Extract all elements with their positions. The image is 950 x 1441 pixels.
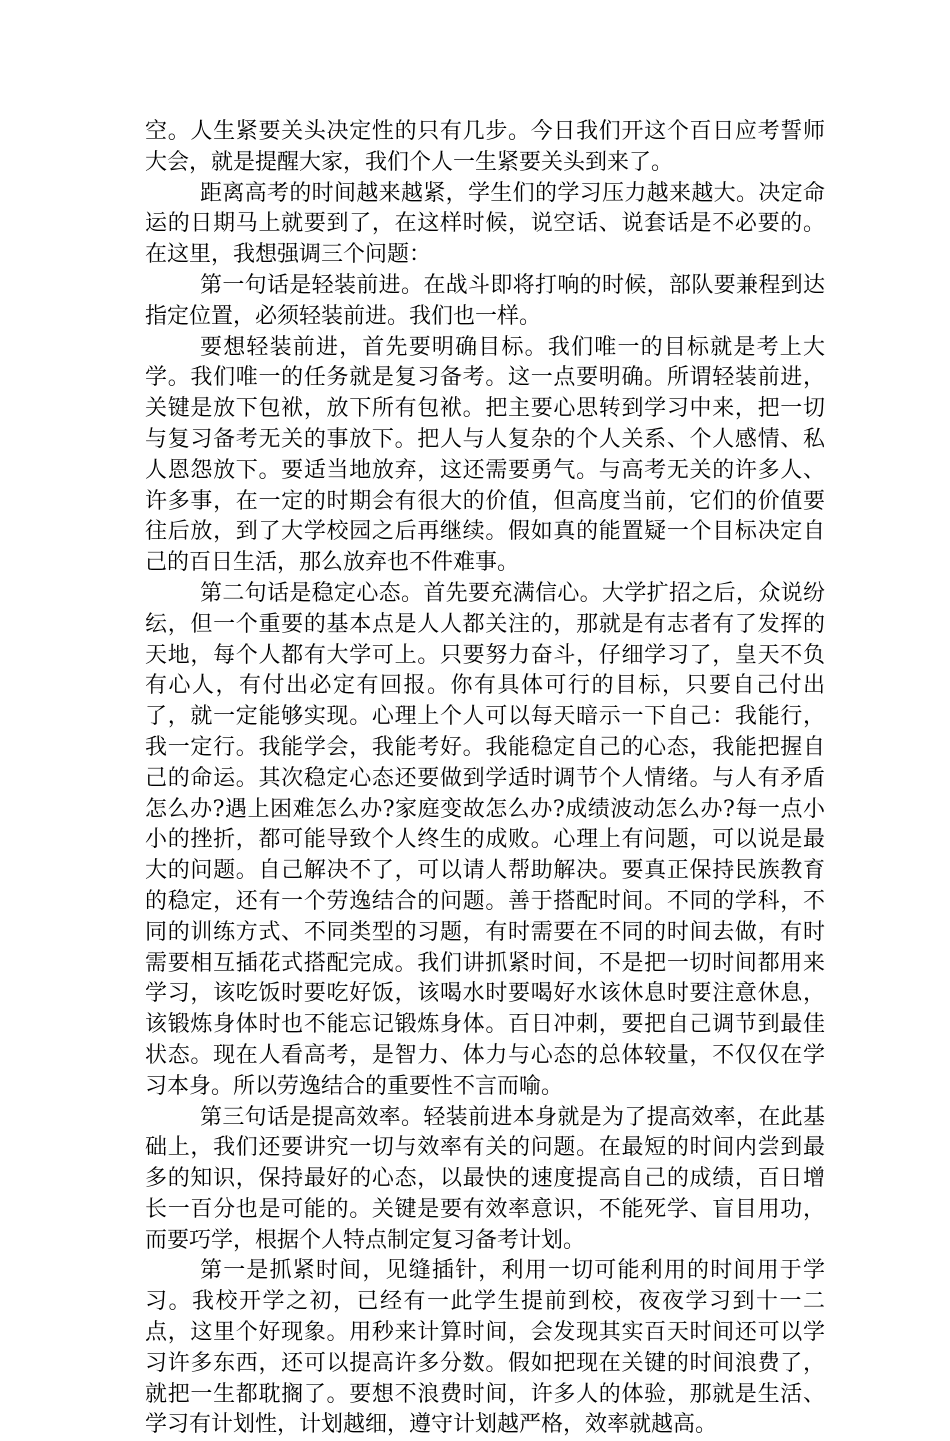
- paragraph-third-point: 第三句话是提高效率。轻装前进本身就是为了提高效率，在此基础上，我们还要讲究一切与效率有关的问题。在最短的时间内尝到最多的知识，保持最好的心态，以最快的速度提高自己的成绩，百日增长一百分也是可能的。关键是要有效率意识，不能死学、盲目用功，而要巧学，根据个人特点制定复习备考计划。: [145, 1104, 825, 1253]
- paragraph-first-point: 第一句话是轻装前进。在战斗即将打响的时候，部队要兼程到达指定位置，必须轻装前进。我们也一样。: [145, 272, 825, 329]
- document-body: [145, 117, 825, 1441]
- paragraph-continuation: 空。人生紧要关头决定性的只有几步。今日我们开这个百日应考誓师大会，就是提醒大家，我们个人一生紧要关头到来了。: [145, 119, 825, 175]
- paragraph-use-time: 第一是抓紧时间，见缝插针，利用一切可能利用的时间用于学习。我校开学之初，已经有一此学生提前到校，夜夜学习到十一二点，这里个好现象。用秒来计算时间，会发现其实百天时间还可以学习许多东西，还可以提高许多分数。假如把现在关键的时间浪费了，就把一生都耽搁了。要想不浪费时间，许多人的体验，那就是生活、学习有计划性，计划越细，遵守计划越严格，效率就越高。: [145, 1258, 825, 1438]
- paragraph-second-point: 第二句话是稳定心态。首先要充满信心。大学扩招之后，众说纷纭，但一个重要的基本点是人人都关注的，那就是有志者有了发挥的天地，每个人都有大学可上。只要努力奋斗，仔细学习了，皇天不负有心人，有付出必定有回报。你有具体可行的目标，只要自己付出了，就一定能够实现。心理上个人可以每天暗示一下自己：我能行，我一定行。我能学会，我能考好。我能稳定自己的心态，我能把握自己的命运。其次稳定心态还要做到学适时调节个人情绪。与人有矛盾怎么办?遇上困难怎么办?家庭变故怎么办?成绩波动怎么办?每一点小小的挫折，都可能导致个人终生的成败。心理上有问题，可以说是最大的问题。自己解决不了，可以请人帮助解决。要真正保持民族教育的稳定，还有一个劳逸结合的问题。善于搭配时间。不同的学科，不同的训练方式、不同类型的习题，有时需要在不同的时间去做，有时需要相互插花式搭配完成。我们讲抓紧时间，不是把一切时间都用来学习，该吃饭时要吃好饭，该喝水时要喝好水该休息时要注意休息，该锻炼身体时也不能忘记锻炼身体。百日冲刺，要把自己调节到最佳状态。现在人看高考，是智力、体力与心态的总体较量，不仅仅在学习本身。所以劳逸结合的重要性不言而喻。: [145, 580, 825, 1099]
- paragraph-exam-pressure: 距离高考的时间越来越紧，学生们的学习压力越来越大。决定命运的日期马上就要到了，在这样时候，说空话、说套话是不必要的。在这里，我想强调三个问题：: [145, 180, 825, 268]
- paragraph-clear-goal: 要想轻装前进，首先要明确目标。我们唯一的目标就是考上大学。我们唯一的任务就是复习备考。这一点要明确。所谓轻装前进，关键是放下包袱，放下所有包袱。把主要心思转到学习中来，把一切与复习备考无关的事放下。把人与人复杂的个人关系、个人感情、私人恩怨放下。要适当地放弃，这还需要勇气。与高考无关的许多人、许多事，在一定的时期会有很大的价值，但高度当前，它们的价值要往后放，到了大学校园之后再继续。假如真的能置疑一个目标决定自己的百日生活，那么放弃也不件难事。: [145, 334, 825, 576]
